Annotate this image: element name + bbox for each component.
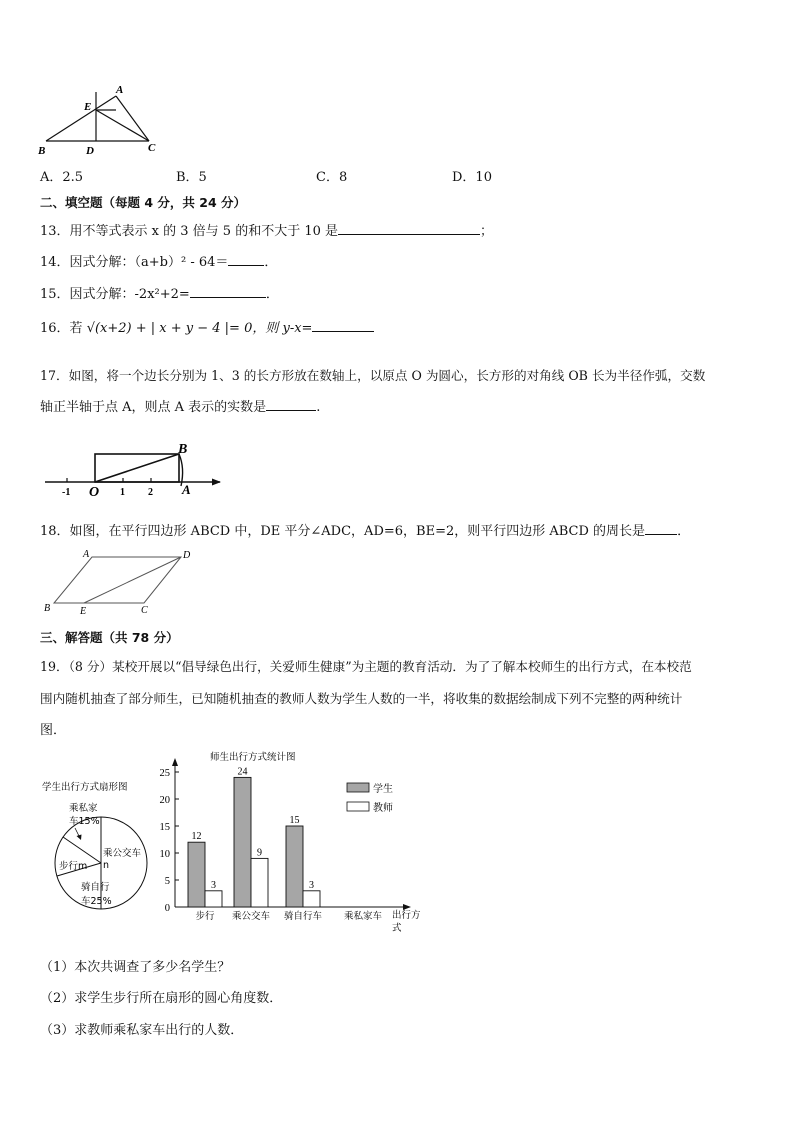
q14-end: ．: [264, 255, 278, 270]
q15-text: 15．因式分解：-2x²+2=: [40, 287, 190, 302]
parallelogram-figure: [38, 545, 198, 615]
q13-text: 13．用不等式表示 x 的 3 倍与 5 的和不大于 10 是: [40, 224, 339, 239]
pie-chart: [40, 776, 166, 912]
question-19-line1: 19．（8 分）某校开展以“倡导绿色出行，关爱师生健康”为主题的教育活动．为了了解本校师生的出行方式，在本校范: [40, 659, 692, 674]
label-a: A: [116, 84, 124, 96]
q15-blank: [190, 285, 266, 298]
y-tick-label: 0: [164, 903, 170, 914]
segment-de: [84, 557, 181, 603]
label-b: B: [178, 442, 188, 457]
segment-ec: [96, 110, 149, 141]
number-line-figure: [40, 440, 230, 502]
y-axis-arrow: [172, 758, 178, 766]
q18-blank: [645, 522, 677, 535]
q17-blank: [266, 398, 316, 411]
data-label: 9: [257, 847, 262, 859]
q13-end: ；: [480, 224, 494, 239]
y-tick-label: 15: [159, 822, 170, 833]
question-14: [40, 251, 277, 270]
question-16: [40, 317, 374, 336]
q14-text: 14．因式分解：（a+b）² - 64＝: [40, 255, 229, 270]
q17-text: 轴正半轴于点 A，则点 A 表示的实数是: [40, 400, 267, 415]
pie-title: 学生出行方式扇形图: [42, 782, 128, 793]
section-heading-2: 二、填空题（每题 4 分，共 24 分）: [40, 195, 247, 210]
y-tick-label: 10: [159, 849, 170, 860]
data-label: 24: [237, 766, 248, 778]
legend-swatch-teacher: [347, 802, 369, 811]
q13-blank: [338, 222, 480, 235]
bar-student: [286, 826, 303, 907]
label-e: E: [84, 101, 92, 113]
x-axis-label-line2: 式: [392, 923, 402, 934]
parallelogram-abcd: [54, 557, 181, 603]
bar-teacher: [251, 858, 268, 907]
label-a: A: [182, 482, 191, 497]
q14-blank: [228, 253, 264, 266]
triangle-figure: [36, 82, 166, 158]
category-label: 乘私家车: [343, 911, 383, 922]
edge-ac: [116, 96, 149, 141]
option-c: C．8: [316, 170, 348, 185]
question-15: [40, 283, 279, 302]
legend-label-teacher: 教师: [373, 803, 393, 814]
label-a: A: [83, 549, 90, 560]
sub-question-1: （1）本次共调查了多少名学生？: [40, 960, 231, 975]
label-c: C: [148, 142, 156, 154]
q16-text: 16．若: [40, 321, 83, 336]
option-a: A．2.5: [40, 170, 84, 185]
sub-question-2: （2）求学生步行所在扇形的圆心角度数．: [40, 991, 283, 1006]
q17-end: .: [316, 400, 321, 415]
data-label: 3: [211, 879, 216, 891]
diagonal-ob: [95, 454, 179, 482]
label-c: C: [141, 605, 148, 615]
question-19-line3: 图．: [40, 723, 67, 738]
pie-label-car-line1: 乘私家: [69, 803, 98, 814]
legend-swatch-student: [347, 783, 369, 792]
option-d: D．10: [452, 170, 492, 185]
pie-label-walk: 步行m: [59, 861, 88, 872]
tick-label-2: 2: [148, 487, 153, 498]
q18-text: 18．如图，在平行四边形 ABCD 中，DE 平分∠ADC，AD=6，BE=2，则平行四边形 ABCD 的周长是: [40, 524, 646, 539]
tick-label-neg1: -1: [62, 487, 71, 498]
y-tick-label: 20: [159, 795, 170, 806]
label-e: E: [80, 606, 87, 615]
q18-end: ．: [677, 524, 691, 539]
category-label: 乘公交车: [231, 911, 271, 922]
q15-end: ．: [265, 287, 279, 302]
x-axis-label-line1: 出行方: [392, 910, 421, 921]
pie-car-arrowhead: [77, 835, 82, 841]
y-tick-label: 5: [164, 876, 170, 887]
axis-arrow: [212, 479, 221, 486]
option-b: B．5: [176, 170, 207, 185]
question-19-line2: 围内随机抽查了部分师生，已知随机抽查的教师人数为学生人数的一半，将收集的数据绘制成下列不完整的两种统计: [40, 691, 683, 706]
section-heading-3: 三、解答题（共 78 分）: [40, 630, 179, 645]
label-d: D: [86, 145, 94, 157]
pie-divider-car: [63, 837, 101, 863]
bar-teacher: [303, 891, 320, 907]
pie-label-bus-line1: 乘公交车: [103, 848, 142, 859]
q16-blank: [312, 319, 374, 332]
bar-chart: [150, 744, 440, 939]
sub-question-3: （3）求教师乘私家车出行的人数．: [40, 1023, 244, 1038]
data-label: 3: [309, 879, 314, 891]
label-o: O: [89, 485, 100, 500]
bar-student: [188, 842, 205, 907]
pie-label-bike-line2: 车25%: [81, 896, 112, 907]
question-18: [40, 520, 690, 539]
data-label: 12: [191, 831, 202, 843]
edge-ba: [46, 96, 116, 141]
pie-label-car-line2: 车15%: [69, 816, 100, 827]
tick-label-1: 1: [120, 487, 125, 498]
q16-expression: √(x+2) + | x + y − 4 |= 0，则 y-x=: [86, 321, 313, 336]
pie-label-bike-line1: 骑自行: [81, 882, 110, 893]
category-label: 步行: [195, 911, 215, 922]
y-tick-label: 25: [159, 768, 170, 779]
label-b: B: [44, 603, 51, 614]
legend-label-student: 学生: [373, 784, 393, 795]
question-17-line2: [40, 396, 320, 415]
pie-label-bus-line2: n: [103, 860, 110, 871]
chart-title: 师生出行方式统计图: [210, 752, 296, 763]
label-b: B: [38, 145, 46, 157]
question-13: [40, 220, 493, 239]
bar-teacher: [205, 891, 222, 907]
data-label: 15: [289, 815, 300, 826]
label-d: D: [183, 550, 191, 561]
category-label: 骑自行车: [283, 911, 323, 922]
question-17-line1: 17．如图，将一个边长分别为 1、3 的长方形放在数轴上，以原点 O 为圆心，长方形的对角线 OB 长为半径作弧，交数: [40, 368, 706, 383]
bar-student: [234, 777, 251, 907]
